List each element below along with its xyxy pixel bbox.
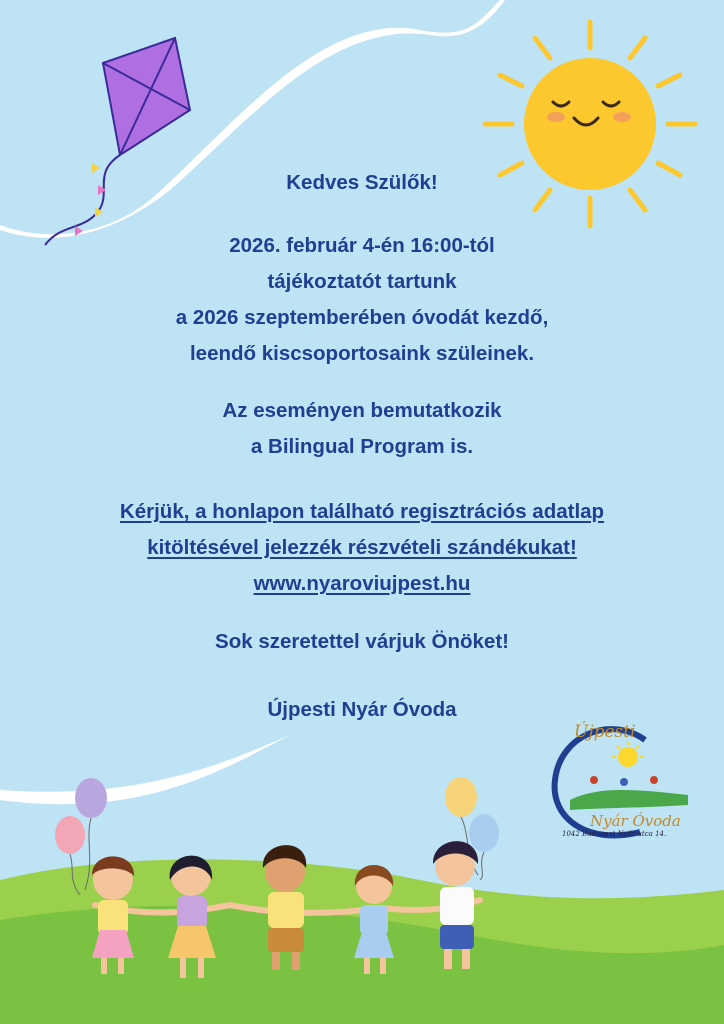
greeting: Kedves Szülők!	[286, 171, 438, 194]
announcement-line: tájékoztatót tartunk	[267, 270, 457, 293]
announcement-line: leendő kiscsoportosaink szüleinek.	[189, 342, 535, 365]
signature: Újpesti Nyár Óvoda	[267, 698, 457, 721]
program-block	[0, 393, 724, 465]
website-link[interactable]: www.nyaroviujpest.hu	[253, 572, 471, 595]
registration-line[interactable]: kitöltésével jelezzék részvételi szándékukat!	[147, 536, 577, 559]
announcement-line: a 2026 szeptemberében óvodát kezdő,	[175, 306, 549, 329]
announcement-line: 2026. február 4-én 16:00-tól	[229, 234, 495, 257]
closing: Sok szeretettel várjuk Önöket!	[215, 630, 509, 653]
closing-block	[0, 624, 724, 660]
logo-bottom-text: Nyár Óvoda	[590, 812, 681, 830]
announcement-block	[0, 228, 724, 372]
registration-block	[0, 494, 724, 602]
program-line: a Bilingual Program is.	[250, 435, 474, 458]
greeting-block	[0, 165, 724, 201]
logo-address: 1042 Budapest Nyár utca 14.	[562, 830, 667, 838]
logo-top-text: Újpesti	[574, 722, 636, 742]
registration-line[interactable]: Kérjük, a honlapon található regisztrációs adatlap	[119, 500, 605, 523]
program-line: Az eseményen bemutatkozik	[222, 399, 502, 422]
